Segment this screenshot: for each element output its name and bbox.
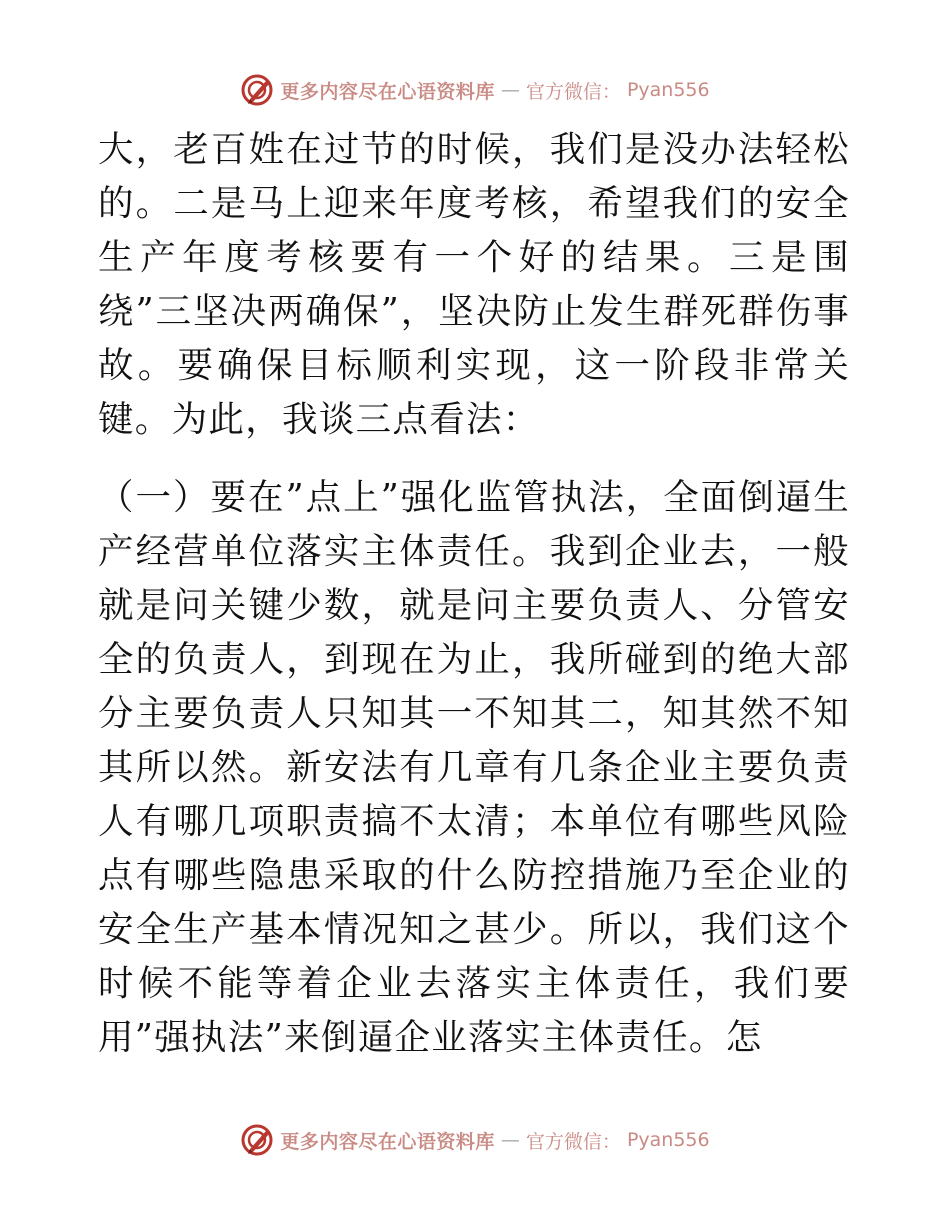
watermark-wechat-label: 官方微信： — [525, 80, 621, 103]
watermark-wechat-id: Pyan556 — [626, 1129, 710, 1151]
body-paragraph-1: 大，老百姓在过节的时候，我们是没办法轻松的。二是马上迎来年度考核，希望我们的安全生产年度考核要有一个好的结果。三是围绕”三坚决两确保”，坚决防止发生群死群伤事故。要确保目标顺利实现，这一阶段非常关键。为此，我谈三点看法： — [98, 129, 850, 440]
watermark-site-text: 更多内容尽在心语资料库 — [280, 1130, 495, 1153]
watermark-wechat-id: Pyan556 — [626, 79, 710, 101]
pen-logo-icon — [240, 73, 274, 107]
document-body — [98, 123, 850, 1065]
watermark-separator: — — [500, 79, 520, 101]
watermark-site-text: 更多内容尽在心语资料库 — [280, 80, 495, 103]
footer-watermark — [0, 1122, 950, 1158]
watermark-wechat-label: 官方微信： — [525, 1130, 621, 1153]
watermark-separator: — — [500, 1129, 520, 1151]
header-watermark — [0, 72, 950, 108]
pen-logo-icon — [240, 1123, 274, 1157]
body-paragraph-2: （一）要在”点上”强化监管执法，全面倒逼生产经营单位落实主体责任。我到企业去，一般就是问关键少数，就是问主要负责人、分管安全的负责人，到现在为止，我所碰到的绝大部分主要负责人只知其一不知其二，知其然不知其所以然。新安法有几章有几条企业主要负责人有哪几项职责搞不太清；本单位有哪些风险点有哪些隐患采取的什么防控措施乃至企业的安全生产基本情况知之甚少。所以，我们这个时候不能等着企业去落实主体责任，我们要用”强执法”来倒逼企业落实主体责任。怎 — [98, 477, 850, 1058]
